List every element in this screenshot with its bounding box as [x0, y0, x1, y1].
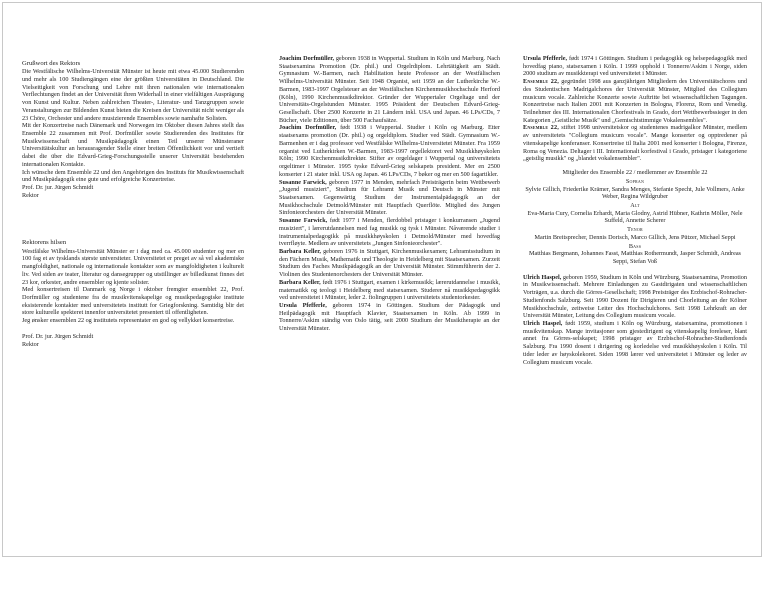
voice-label: Tenor — [627, 226, 643, 234]
greeting-title: Grußwort des Rektors — [22, 60, 81, 67]
voice-names: Matthias Bergmann, Johannes Fasst, Matthias Rothermundt, Jasper Schmidt, Andreas Seppi, Stefan Voß — [529, 250, 741, 265]
bio-name: Susanne Farwick, — [279, 178, 327, 186]
greeting-paragraph: Mit der Konzertreise nach Dänemark und Norwegen im Oktober diesen Jahres stellt das Ensemble 22 zusammen mit Prof. Dorfmüller sowie Studierenden des Institutes für Musikwissenschaft und Musikpädagogik einen Teil unserer Münsteraner Universitätskultur an herausragender Stelle einer breiten Öffentlichkeit vor und vertieft dabei die über die Edvard-Grieg-Forschungsstelle unserer Universität bestehenden internationalen Kontakte. — [22, 122, 244, 168]
hilsen-title: Rektorens hilsen — [22, 239, 67, 247]
hilsen-paragraph: Med konsertreisen til Danmark og Norge i oktober fremgter ensemblet 22, Prof. Dorfmüller og studentene fra de musikvitenskapelige og musikpedagogiske institute eksisterende kontakter med universitetets institutt for Griegforskning. Samtidig blir det store kulturelle spekteret innenfor universitetet presentert til offentligheten. — [22, 286, 244, 317]
bio-name: Barbara Keller, — [279, 247, 321, 255]
bio-entry — [523, 274, 747, 320]
ensemble-name: Ensemble 22, — [523, 78, 560, 86]
ensemble-name: Ensemble 22, — [523, 124, 560, 132]
bio-entry — [279, 179, 500, 218]
hilsen-signature-role: Rektor — [22, 340, 39, 348]
bio-text: født 1974 i Göttingen. Studium i pedagogikk og helsepedagogikk med hovedfag piano, statsexamen i Köln. I 1999 opphold i Tonnerre/Askim i Norge, siden 2000 studium av musikkterapi ved universitetet i Münster. — [523, 55, 747, 78]
bio-name: Joachim Dorfmüller, — [279, 55, 335, 62]
hilsen-paragraph: Westfälske Wilhelms-Universität Münster er i dag med ca. 45.000 studenter og mer en 100 fag et av tysklands største universiteter. Universitetet er preget av så vel akademiske mangfoldighet, nationale og internationale kontakter som av mangfoldigheten i kulturelt liv. Ved siden av teater, literatur og dansegrupper og utstillinger av billedkunst finnes det 23 kor, orkester, andre ensembler og kjente solister. — [22, 247, 244, 286]
greeting-signature-name: Prof. Dr. jur. Jürgen Schmidt — [22, 183, 94, 191]
bio-text: født 1938 i Wuppertal. Studier i Köln og Marburg. Etter staatsexams promotion (Dr. phil.) og orgeldiplom. Studier ved Städt. Gymnasium W.-Barmenhen er i dag professor ved Westfälske Wilhelms-Universitetet Münster. Fra 1959 organist ved Lutherkirken W.-Barmen, 1983-1997 orgellektoret ved Musikkhøyskolen Köln; 1990 Kirchenmusikdirektør. Stifter av orgeldager i Wuppertal og universitetets orgeltimer i Münster. 1995 tyske Edvard-Grieg selskapets president. Mer en 2500 konserter i 21 stater inkl. USA og Japan. 46 LPs/CDs, 7 bøker og mer en 500 fagartikler. — [279, 124, 500, 178]
voice-names: Eva-Maria Cury, Cornelia Erhardt, Maria Glodny, Astrid Hübner, Kathrin Möller, Nele Suffeld, Annette Scherer — [527, 209, 743, 225]
ensemble-entry — [523, 78, 747, 124]
bio-text: geboren 1974 in Göttingen. Studium der Pädagogik und Heilpädagogik mit Hauptfach Klavier, Staatsexamen in Köln. Ab 1999 in Tonnerre/Askim ständig von Oslo tätig, seit 2000 Studium der Musiktherapie an der Universität Münster. — [279, 302, 500, 333]
bio-name: Ursula Pfefferle, — [523, 55, 568, 62]
bio-text: geboren 1959, Studium in Köln und Würzburg, Staatsexamina, Promotion in Musikwissenschaft. Mehrere Einladungen zu Gastdirigaten und wissenschaftlichen Vorträgen, u.a. durch die Görres-Gesellschaft; 1998 Preisträger des Erzbischof-Rohracher-Studienfonds Salzburg. Seit 1990 Dozent für Dirigieren und Chorleitung an der Kölner Musikhochschule, zeitweise Leiter des Hochschulchores. Seit 1998 Lehrkraft an der Universität Münster, Leitung des Collegium musicum vocale. — [523, 273, 747, 320]
ensemble-text: stiftet 1998 universitetskor og studentenes madrigalkor Münster, medlem av universitetets "Collegium musicum vocale". Mange konserter og opptredener på vitenskapelige konferanser. Konsertreise til Italia 2001 med konserter i Bologna, Firenze, Roma og Venezia. Deltager i III. Internationalt korfestival i Grado, pristager i kategoriene „geistlig musikk" og „blandet vokalensembler". — [523, 124, 747, 163]
bio-text: geboren 1977 in Menden, mehrfach Preisträgerin beim Wettbewerb „Jugend musiziert", Studium für Lehramt Musik und Deutsch in Münster mit Staatsexamen. Gegenwärtig Studium der Instrumentalpädagogik an der Musikhochschule Detmold/Münster mit Hauptfach Querflöte. Mitglied des Jungen Sinfonieorchesters der Universität Münster. — [279, 178, 500, 217]
greeting-paragraph: Die Westfälische Wilhelms-Universität Münster ist heute mit etwa 45.000 Studierenden und mehr als 100 Studiengängen eine der größten Universitäten in Deutschland. Die Vielseitigkeit von Forschung und Lehre mit ihren nationalen wie internationalen Verflechtungen findet an der Universität ihren Widerhall in einer vielfältigen Ausprägung von Kunst und Kultur. Neben zahlreichen Theater-, Literatur- und Tanzgruppen sowie Veranstaltungen zur Bildenden Kunst bieten die Kreisen der Universität nicht weniger als 23 Chöre, Orchester und andere musizierende Ensembles sowie namhafte Solisten. — [22, 68, 244, 122]
greeting-paragraph: Ich wünsche dem Ensemble 22 und den Angehörigen des Instituts für Musikwissenschaft und Musikpädagogik eine gute und erfolgreiche Konzertreise. — [22, 168, 244, 184]
member-list — [523, 169, 747, 266]
hilsen-paragraph: Jeg ønsker ensemblen 22 og institutets representater en god og vellykket konsertreise. — [22, 317, 235, 325]
bio-name: Ulrich Haspel, — [523, 273, 562, 281]
bio-entry — [279, 124, 500, 178]
voice-names: Sylvie Gillich, Friederike Krämer, Sandra Menges, Stefanie Specht, Jule Vollmers, Anke Weber, Regina Wildgruber — [525, 185, 745, 201]
bio-entry — [279, 302, 500, 333]
voice-label: Sopran — [625, 177, 645, 185]
column-rector — [22, 60, 244, 616]
ensemble-text: gegründet 1998 aus ganzjährigen Mitgliedern des Universitätschores und des Studentischen Madrigalchores der Universität Münster, Mitglied des Collegium musicum vocale. Zahlreiche Konzerte sowie Auftritte bei wissenschaftlichen Tagungen. Konzertreise nach Italien 2001 mit Konzerten in Bologna, Florenz, Rom und Venedig. Teilnehmer des III. Internationalen Chorfestivals in Grado, dort Wettbewerbssieger in den Kategorien „Geistliche Musik" und „Gemischtstimmige Vokalensembles". — [523, 78, 747, 124]
bio-name: Joachim Dorfmüller, — [279, 124, 337, 132]
bio-name: Susanne Farwick, — [279, 217, 328, 225]
voice-label: Bass — [628, 242, 642, 250]
bio-text: geboren 1976 in Stuttgart, Kirchenmusikexamen; Lehramtsstudium in den Fächern Musik, Mathematik und Theologie in Heidelberg mit Staatsexamen. Zurzeit Studium des Faches Musikpädagogik an der Universität Münster. Stimmführerin der 2. Violinen des Studentenorchesters der Universität Münster. — [279, 247, 500, 279]
bio-entry — [523, 55, 747, 78]
column-ensemble — [523, 55, 747, 611]
voice-label: Alt — [630, 201, 640, 209]
bio-text: født 1959, studium i Köln og Würzburg, statsexamina, promotionen i musikvitenskap. Mange invitasjoner som gjestedirigent og vitenskapelig foreleser, blant annet fra Görres-selskapet; 1998 pristager av Erzbischof-Rohracher-Studienfonds Salzburg. Fra 1990 dosent i dirigering og korledelse ved musikkhøyskolen i Köln. Til tider leder av høyskolekoret. Siden 1998 lærer ved universitetet i Münster og leder av Collegium musicum vocale. — [523, 320, 747, 366]
hilsen-signature-name: Prof. Dr. jur. Jürgen Schmidt — [22, 332, 94, 340]
ensemble-entry — [523, 124, 747, 163]
bio-name: Barbara Keller, — [279, 278, 321, 286]
bio-entry — [279, 55, 500, 124]
column-biographies — [279, 55, 500, 611]
member-list-title: Mitglieder des Ensemble 22 / medlemmer av Ensemble 22 — [562, 169, 708, 177]
bio-name: Ulrich Haspel, — [523, 320, 563, 327]
bio-name: Ursula Pfefferle, — [279, 302, 327, 309]
bio-entry — [279, 217, 500, 248]
greeting-signature-role: Rektor — [22, 191, 39, 199]
bio-entry — [279, 279, 500, 302]
bio-text: geboren 1938 in Wuppertal. Studium in Köln und Marburg. Nach Staatsexamina Promotion (Dr. phil.) und Orgelrdiplom. Lehrtätigkeit am Städt. Gymnasium W.-Barmen, nach Habilitation heute Professor an der Westfälischen Wilhelms-Universität Münster. Seit 1948 Organist, seit 1959 an der Lutherkirche W.-Barmen, 1983-1997 Orgelsteuer an der Westfälischen Kirchenmusikhochschule Herford (Köln), 1990 Kirchenmusikdirektor. Gründer der Wuppertaler Orgeltage und der Universitäts-Orgelstunden Münster. 1995 Präsident der Deutschen Edvard-Grieg-Gesellschaft. Über 2500 Konzerte in 21 Ländern inkl. USA und Japan. 46 LPs/CDs, 7 Bücher, viele Editionen, über 500 Fachaufsätze. — [279, 55, 500, 124]
bio-text: født 1976 i Stuttgart, examen i kirkemusikk; lærerutdannelse i musikk, matematikk og teologi i Heidelberg med statsexamen. Studerer nå musikkpedagogikk ved universitetet i Münster, leder 2. fiolingruppen i universitetets studentorkester. — [279, 278, 500, 302]
bio-text: født 1977 i Menden, flerdobbel pristager i konkurransen „Jugend musiziert", i lærerutdannelsen med fag musikk og tysk i Münster. Nåværende studier i instrumentalpedagogikk på musikkhøyskolen i Detmold/Münster med hovedfag tverrfløyte. Medlem av universitetets „Jungen Sinfonieorchester". — [279, 217, 500, 248]
voice-names: Martin Breitsprecher, Dennis Dorisch, Marco Gillich, Jens Pützer, Michael Seppi — [534, 233, 736, 241]
bio-entry — [279, 248, 500, 279]
bio-entry — [523, 320, 747, 366]
